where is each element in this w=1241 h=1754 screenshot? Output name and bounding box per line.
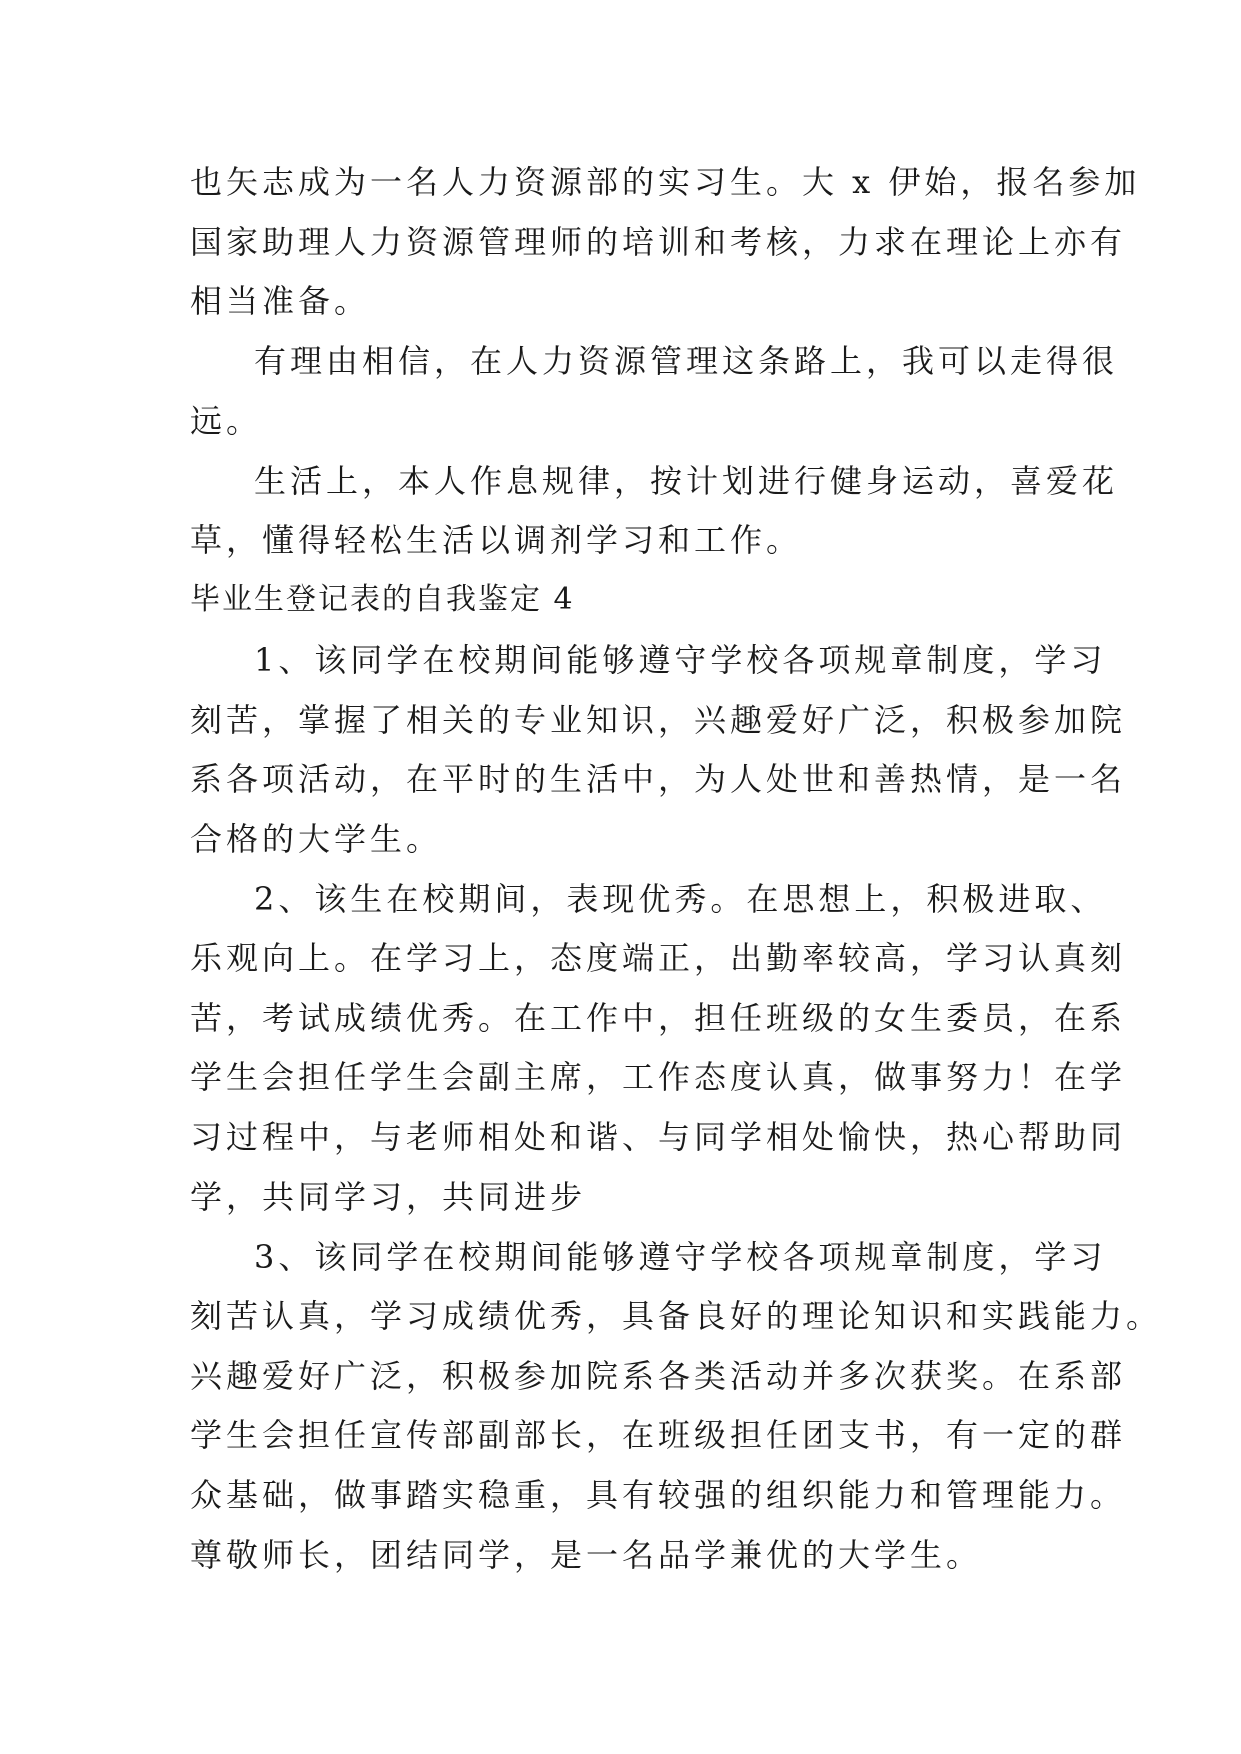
paragraph-line: 草，懂得轻松生活以调剂学习和工作。 bbox=[190, 521, 803, 559]
item-line: 习过程中，与老师相处和谐、与同学相处愉快，热心帮助同 bbox=[190, 1118, 1127, 1156]
item-line: 学生会担任学生会副主席，工作态度认真，做事努力！在学 bbox=[190, 1058, 1127, 1096]
paragraph-line: 国家助理人力资源管理师的培训和考核，力求在理论上亦有 bbox=[190, 223, 1127, 261]
item-line: 合格的大学生。 bbox=[190, 820, 443, 858]
paragraph-line: 相当准备。 bbox=[190, 282, 371, 320]
item-line: 1、该同学在校期间能够遵守学校各项规章制度，学习 bbox=[254, 641, 1107, 679]
item-line: 众基础，做事踏实稳重，具有较强的组织能力和管理能力。 bbox=[190, 1476, 1127, 1514]
item-line: 3、该同学在校期间能够遵守学校各项规章制度，学习 bbox=[254, 1238, 1107, 1276]
item-line: 刻苦，掌握了相关的专业知识，兴趣爱好广泛，积极参加院 bbox=[190, 701, 1127, 739]
item-line: 尊敬师长，团结同学，是一名品学兼优的大学生。 bbox=[190, 1536, 983, 1574]
section-title: 毕业生登记表的自我鉴定 4 bbox=[190, 582, 575, 617]
item-line: 系各项活动，在平时的生活中，为人处世和善热情，是一名 bbox=[190, 760, 1127, 798]
item-line: 刻苦认真，学习成绩优秀，具备良好的理论知识和实践能力。 bbox=[190, 1297, 1163, 1335]
paragraph-line: 也矢志成为一名人力资源部的实习生。大 x 伊始，报名参加 bbox=[190, 163, 1141, 201]
item-line: 学，共同学习，共同进步 bbox=[190, 1178, 587, 1216]
item-line: 兴趣爱好广泛，积极参加院系各类活动并多次获奖。在系部 bbox=[190, 1357, 1127, 1395]
paragraph-line: 有理由相信，在人力资源管理这条路上，我可以走得很 bbox=[254, 342, 1119, 380]
item-line: 乐观向上。在学习上，态度端正，出勤率较高，学习认真刻 bbox=[190, 939, 1127, 977]
item-line: 2、该生在校期间，表现优秀。在思想上，积极进取、 bbox=[254, 880, 1107, 918]
item-line: 学生会担任宣传部副部长，在班级担任团支书，有一定的群 bbox=[190, 1416, 1127, 1454]
item-line: 苦，考试成绩优秀。在工作中，担任班级的女生委员，在系 bbox=[190, 999, 1127, 1037]
paragraph-line: 生活上，本人作息规律，按计划进行健身运动，喜爱花 bbox=[254, 462, 1119, 500]
paragraph-line: 远。 bbox=[190, 402, 263, 440]
